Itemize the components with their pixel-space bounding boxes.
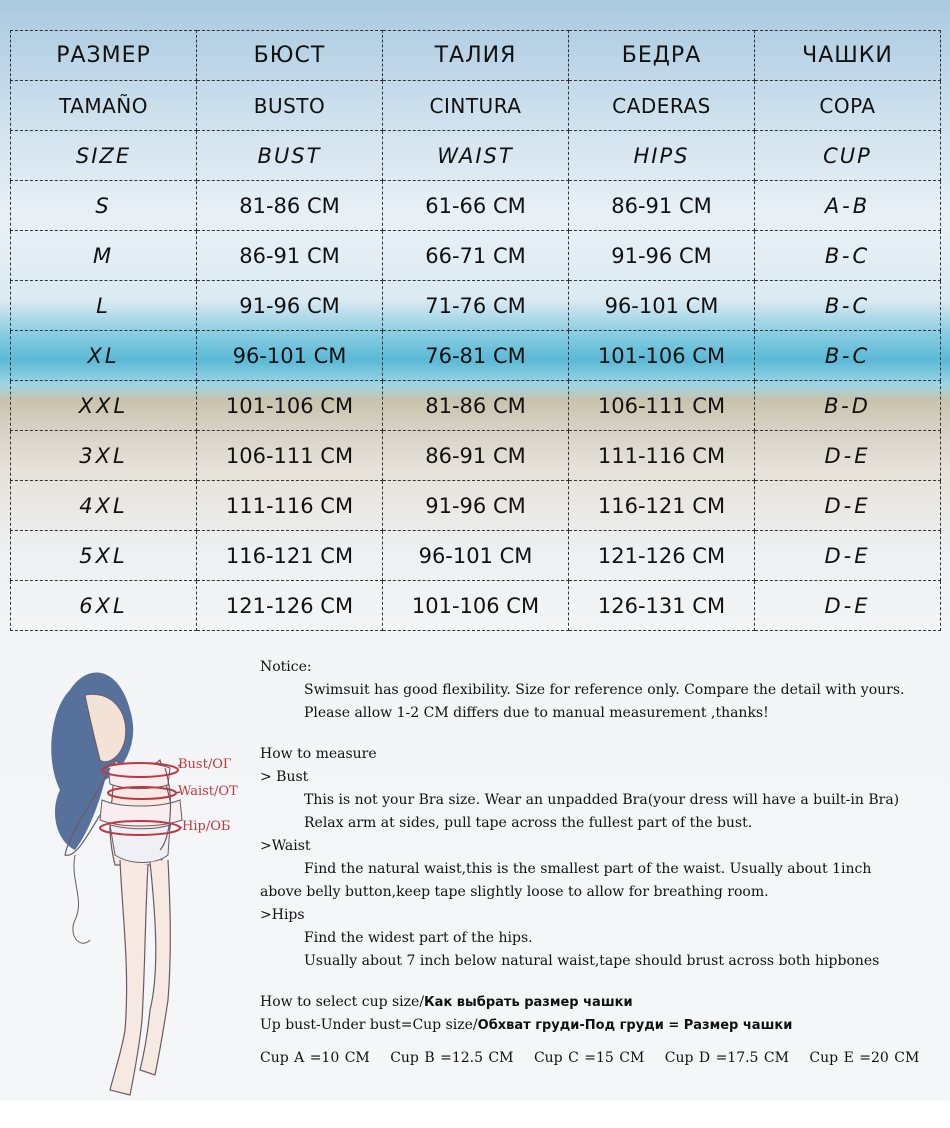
- measurement-cell: 81-86 CM: [197, 181, 383, 231]
- header-cell: ЧАШКИ: [755, 31, 941, 81]
- header-cell: BUST: [197, 131, 383, 181]
- measurement-cell: 86-91 CM: [197, 231, 383, 281]
- size-cell: S: [11, 181, 197, 231]
- size-cell: M: [11, 231, 197, 281]
- measurement-cell: D-E: [755, 431, 941, 481]
- header-row-russian: [11, 31, 941, 81]
- size-cell: 5XL: [11, 531, 197, 581]
- measurement-cell: 126-131 CM: [569, 581, 755, 631]
- hips-title: >Hips: [260, 907, 305, 923]
- waist-text: above belly button,keep tape slightly loose to allow for breathing room.: [260, 884, 769, 900]
- measurement-cell: 116-121 CM: [197, 531, 383, 581]
- measurement-cell: 91-96 CM: [569, 231, 755, 281]
- measurement-cell: 66-71 CM: [383, 231, 569, 281]
- hips-text: Usually about 7 inch below natural waist,tape should brust across both hipbones: [304, 953, 880, 969]
- header-cell: ТАЛИЯ: [383, 31, 569, 81]
- size-cell: XL: [11, 331, 197, 381]
- measurement-cell: B-C: [755, 231, 941, 281]
- cup-size-item: Cup E =20 CM: [809, 1050, 920, 1066]
- header-cell: BUSTO: [197, 81, 383, 131]
- measurement-cell: B-C: [755, 331, 941, 381]
- measurement-cell: 101-106 CM: [569, 331, 755, 381]
- size-chart-body: [11, 31, 941, 631]
- size-row: [11, 431, 941, 481]
- header-row-english: [11, 131, 941, 181]
- cup-size-formula: [260, 1014, 940, 1037]
- cup-size-item: Cup B =12.5 CM: [390, 1050, 514, 1066]
- measurement-cell: 91-96 CM: [197, 281, 383, 331]
- measurement-cell: B-D: [755, 381, 941, 431]
- measurement-cell: 96-101 CM: [197, 331, 383, 381]
- measurement-cell: 76-81 CM: [383, 331, 569, 381]
- bust-text: This is not your Bra size. Wear an unpadded Bra(your dress will have a built-in Bra): [304, 792, 900, 808]
- measurement-cell: D-E: [755, 581, 941, 631]
- cup-size-item: Cup C =15 CM: [533, 1050, 645, 1066]
- cup-formula-en: Up bust-Under bust=Cup size/: [260, 1017, 478, 1033]
- bust-text: Relax arm at sides, pull tape across the fullest part of the bust.: [304, 815, 753, 831]
- waist-title: >Waist: [260, 838, 311, 854]
- how-to-measure-title: How to measure: [260, 746, 377, 762]
- size-cell: XXL: [11, 381, 197, 431]
- measurement-cell: 86-91 CM: [569, 181, 755, 231]
- size-row: [11, 231, 941, 281]
- cup-size-item: Cup A =10 CM: [260, 1050, 370, 1066]
- measurement-cell: 86-91 CM: [383, 431, 569, 481]
- cup-formula-ru: Обхват груди-Под груди = Размер чашки: [477, 1018, 793, 1033]
- cup-size-title-en: How to select cup size/: [260, 994, 425, 1010]
- woman-silhouette-illustration: [30, 650, 260, 1100]
- notice-text: Swimsuit has good flexibility. Size for reference only. Compare the detail with yours.: [304, 682, 905, 698]
- size-row: [11, 281, 941, 331]
- cup-size-item: Cup D =17.5 CM: [664, 1050, 789, 1066]
- header-cell: CINTURA: [383, 81, 569, 131]
- header-cell: SIZE: [11, 131, 197, 181]
- measurement-cell: A-B: [755, 181, 941, 231]
- measurement-cell: D-E: [755, 531, 941, 581]
- header-cell: TAMAÑO: [11, 81, 197, 131]
- measurement-cell: 71-76 CM: [383, 281, 569, 331]
- cup-size-title: [260, 991, 940, 1014]
- header-cell: БЕДРА: [569, 31, 755, 81]
- hip-label: Hip/ОБ: [182, 819, 231, 834]
- hips-text: Find the widest part of the hips.: [304, 930, 533, 946]
- notice-title: Notice:: [260, 659, 312, 675]
- waist-text: Find the natural waist,this is the smallest part of the waist. Usually about 1inch: [304, 861, 872, 877]
- header-row-spanish: [11, 81, 941, 131]
- bust-title: > Bust: [260, 769, 309, 785]
- size-cell: 3XL: [11, 431, 197, 481]
- size-row: [11, 181, 941, 231]
- measurement-cell: 111-116 CM: [569, 431, 755, 481]
- measurement-cell: 81-86 CM: [383, 381, 569, 431]
- waist-label: Waist/ОТ: [178, 784, 238, 799]
- measurement-cell: 101-106 CM: [197, 381, 383, 431]
- measurement-cell: 96-101 CM: [569, 281, 755, 331]
- notice-text: Please allow 1-2 CM differs due to manual measurement ,thanks!: [304, 705, 769, 721]
- measurement-cell: 111-116 CM: [197, 481, 383, 531]
- header-cell: COPA: [755, 81, 941, 131]
- header-cell: РАЗМЕР: [11, 31, 197, 81]
- size-row: [11, 581, 941, 631]
- measurement-cell: 101-106 CM: [383, 581, 569, 631]
- measurement-cell: 121-126 CM: [197, 581, 383, 631]
- cup-size-list: [260, 1047, 940, 1070]
- measurement-cell: D-E: [755, 481, 941, 531]
- size-cell: L: [11, 281, 197, 331]
- bust-label: Bust/ОГ: [178, 757, 232, 772]
- measurement-cell: 106-111 CM: [197, 431, 383, 481]
- measurement-cell: B-C: [755, 281, 941, 331]
- measurement-cell: 116-121 CM: [569, 481, 755, 531]
- measurement-cell: 121-126 CM: [569, 531, 755, 581]
- size-cell: 6XL: [11, 581, 197, 631]
- measurement-cell: 96-101 CM: [383, 531, 569, 581]
- size-row: [11, 481, 941, 531]
- measurement-cell: 61-66 CM: [383, 181, 569, 231]
- header-cell: БЮСТ: [197, 31, 383, 81]
- header-cell: CADERAS: [569, 81, 755, 131]
- header-cell: HIPS: [569, 131, 755, 181]
- size-row: [11, 381, 941, 431]
- header-cell: WAIST: [383, 131, 569, 181]
- size-chart-table: [10, 30, 941, 631]
- size-row: [11, 331, 941, 381]
- header-cell: CUP: [755, 131, 941, 181]
- size-row: [11, 531, 941, 581]
- measurement-cell: 91-96 CM: [383, 481, 569, 531]
- measurement-notes: [260, 656, 940, 1070]
- size-cell: 4XL: [11, 481, 197, 531]
- cup-size-title-ru: Как выбрать размер чашки: [424, 995, 633, 1010]
- measurement-figure: [30, 650, 260, 1100]
- measurement-cell: 106-111 CM: [569, 381, 755, 431]
